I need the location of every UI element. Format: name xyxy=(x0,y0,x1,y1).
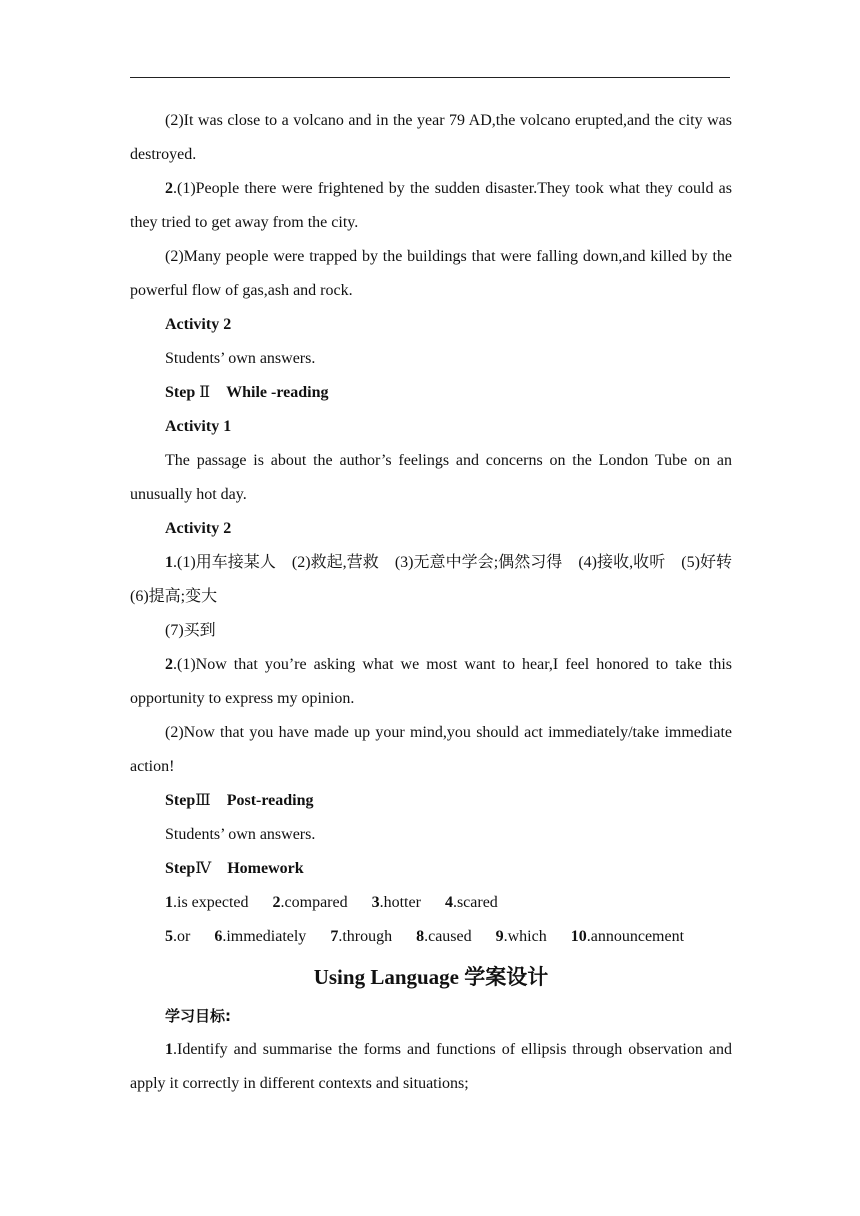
item-number: 2 xyxy=(165,180,173,197)
paragraph: (2)Many people were trapped by the buildings that were falling down,and killed by the powerful flow of gas,ash and rock. xyxy=(130,248,732,299)
activity-title: Activity 2 xyxy=(165,316,232,333)
step-heading: Step Ⅱ While -reading xyxy=(165,384,329,401)
paragraph: (2)Now that you have made up your mind,you should act immediately/take immediate action! xyxy=(130,724,732,775)
answer-item: 7.through xyxy=(330,928,393,945)
objectives-label: 学习目标: xyxy=(165,1007,231,1025)
section-heading: Using Language 学案设计 xyxy=(313,965,549,989)
answer-item: 3.hotter xyxy=(371,894,421,911)
header-rule xyxy=(130,77,730,78)
answer-item: 1.is expected xyxy=(165,894,249,911)
paragraph: 1.Identify and summarise the forms and functions of ellipsis through observation and apply it correctly in different contexts and situations; xyxy=(130,1041,732,1092)
document-body xyxy=(130,104,749,1101)
paragraph: Students’ own answers. xyxy=(165,350,316,367)
homework-answers-row xyxy=(130,886,732,920)
paragraph: 2.(1)People there were frightened by the sudden disaster.They took what they could as they tried to get away from the city. xyxy=(130,180,732,231)
answer-item: 6.immediately xyxy=(214,928,307,945)
answer-item: 9.which xyxy=(495,928,547,945)
vocab-answers: (7)买到 xyxy=(165,622,216,639)
answer-item: 8.caused xyxy=(416,928,472,945)
answer-item: 4.scared xyxy=(444,894,498,911)
homework-answers-row xyxy=(130,920,732,954)
step-heading: StepⅢ Post-reading xyxy=(165,792,314,809)
paragraph: Students’ own answers. xyxy=(165,826,316,843)
answer-item: 5.or xyxy=(165,928,191,945)
step-heading: StepⅣ Homework xyxy=(165,860,304,877)
paragraph: The passage is about the author’s feelings and concerns on the London Tube on an unusually hot day. xyxy=(130,452,732,503)
answer-item: 10.announcement xyxy=(570,928,685,945)
answer-item: 2.compared xyxy=(272,894,348,911)
activity-title: Activity 2 xyxy=(165,520,232,537)
vocab-answers: 1.(1)用车接某人 (2)救起,营救 (3)无意中学会;偶然习得 (4)接收,收听 (5)好转 (6)提高;变大 xyxy=(130,554,749,605)
paragraph: (2)It was close to a volcano and in the year 79 AD,the volcano erupted,and the city was destroyed. xyxy=(130,112,732,163)
activity-title: Activity 1 xyxy=(165,418,232,435)
paragraph: 2.(1)Now that you’re asking what we most want to hear,I feel honored to take this opportunity to express my opinion. xyxy=(130,656,732,707)
